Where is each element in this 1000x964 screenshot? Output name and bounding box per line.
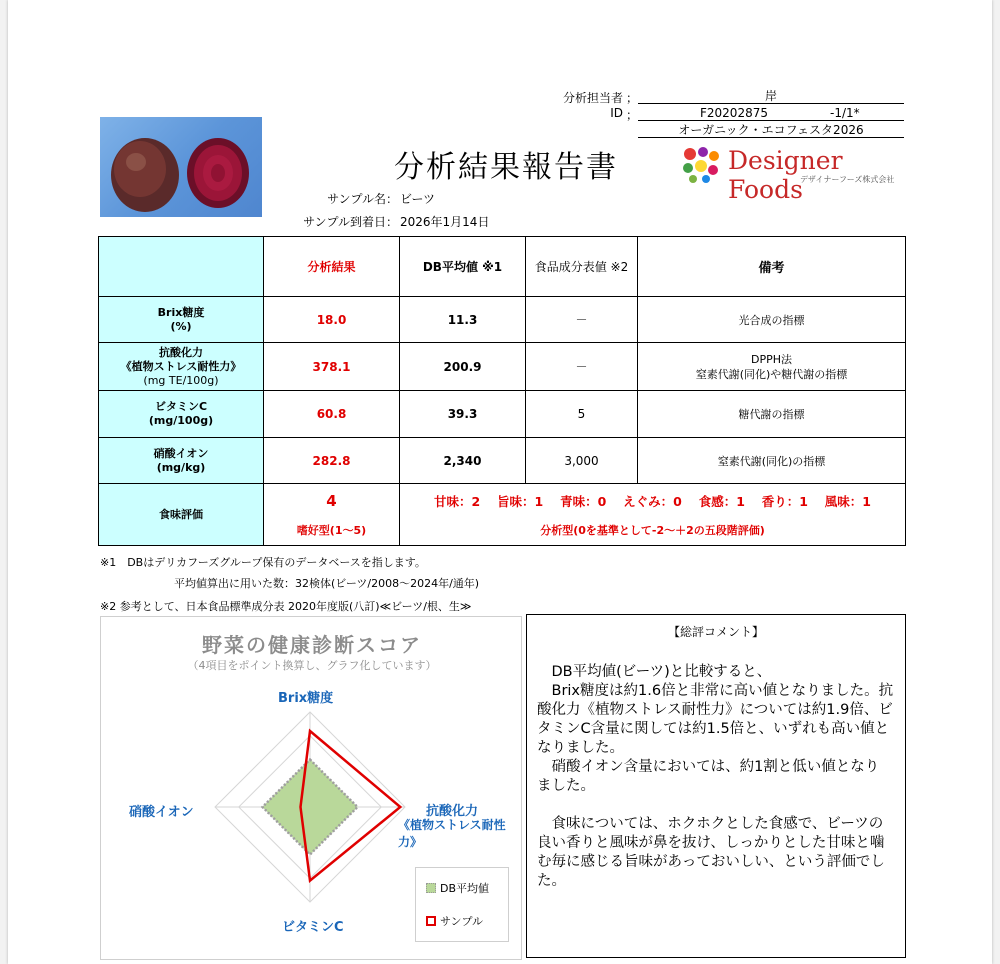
- std-value: 5: [526, 391, 638, 438]
- db-value: 39.3: [400, 391, 526, 438]
- id-value-field: [638, 105, 904, 121]
- header-result: 分析結果: [264, 237, 400, 297]
- comment-body: [537, 663, 902, 891]
- note-1b: 平均値算出に用いた数：32検体(ビーツ/2008～2024年/通年): [174, 577, 480, 590]
- std-value: －: [526, 297, 638, 343]
- note-value: 窒素代謝(同化)の指標: [638, 438, 906, 484]
- note-line: DPPH法: [750, 352, 792, 366]
- beet-illustration: [100, 117, 262, 217]
- db-value: 11.3: [400, 297, 526, 343]
- note-value: [638, 343, 906, 391]
- comment-line: Brix糖度は約1.6倍と非常に高い値となりました。抗: [537, 683, 894, 699]
- row-label-brix: [99, 297, 264, 343]
- series-db-average: [263, 760, 358, 855]
- row-unit: (mg/100g): [148, 414, 214, 427]
- comment-line: 良い香りと風味が鼻を抜け、しっかりとした甘味と噛: [537, 835, 885, 851]
- comment-line: DB平均値(ビーツ)と比較すると、: [537, 664, 772, 680]
- note-value: 光合成の指標: [638, 297, 906, 343]
- logo-dots-icon: [680, 145, 722, 185]
- row-label-nitrate: [99, 438, 264, 484]
- note-1: ※1 DBはデリカフーズグループ保有のデータベースを指します。: [100, 556, 426, 569]
- company-logo: [680, 145, 905, 204]
- sample-name-value: ビーツ: [400, 192, 436, 206]
- taste-score: 4: [326, 491, 337, 510]
- comment-title: 【総評コメント】: [667, 625, 764, 639]
- table-row: [99, 297, 906, 343]
- id-label: ID: [610, 106, 623, 120]
- sample-date-value: 2026年1月14日: [400, 215, 490, 229]
- analyst-label: 分析担当者: [562, 91, 623, 105]
- header-note: 備考: [638, 237, 906, 297]
- std-value: 3,000: [526, 438, 638, 484]
- axis-label-nitrate: 硝酸イオン: [129, 805, 194, 820]
- health-score-chart: [100, 616, 522, 960]
- result-value: 60.8: [264, 391, 400, 438]
- analyst-colon: ；: [626, 91, 639, 105]
- std-value: －: [526, 343, 638, 391]
- taste-items-type: 分析型(0を基準として-2～＋2の五段階評価): [540, 523, 765, 537]
- logo-subtitle: デザイナーフーズ株式会社: [800, 175, 895, 184]
- page-title: 分析結果報告書: [394, 150, 618, 185]
- row-label-antioxidant: [99, 343, 264, 391]
- legend-label-db: DB平均値: [440, 882, 490, 895]
- legend-label-sample: サンプル: [440, 915, 484, 928]
- comment-line: なりました。: [537, 740, 624, 756]
- table-row: [99, 391, 906, 438]
- event-name: オーガニック・エコフェスタ2026: [638, 122, 904, 138]
- report-page: [8, 0, 992, 964]
- result-value: 378.1: [264, 343, 400, 391]
- comment-line: [537, 796, 902, 815]
- logo-name: Designer Foods: [728, 146, 843, 204]
- chart-title: 野菜の健康診断スコア: [202, 633, 422, 657]
- table-row: [99, 343, 906, 391]
- comment-line: 酸化力《植物ストレス耐性力》については約1.9倍、ビ: [537, 702, 893, 718]
- comment-line: む毎に感じる旨味があっておいしい、という評価でし: [537, 854, 885, 870]
- axis-label-antioxidant: 抗酸化力: [426, 804, 479, 819]
- row-label-vitamin-c: [99, 391, 264, 438]
- sample-photo: [100, 117, 262, 217]
- taste-row: [99, 484, 906, 546]
- id-page: -1/1*: [830, 106, 860, 120]
- id-value: F20202875: [700, 106, 768, 120]
- axis-label-vitamin-c: ビタミンC: [282, 920, 344, 935]
- table-row: [99, 438, 906, 484]
- legend-item-db: [426, 880, 489, 896]
- row-name: 抗酸化力: [159, 345, 203, 359]
- db-value: 200.9: [400, 343, 526, 391]
- chart-legend: [415, 867, 509, 942]
- comment-line: た。: [537, 873, 566, 889]
- note-2: ※2 参考として、日本食品標準成分表 2020年度版(八訂)≪ビーツ/根、生≫: [100, 600, 472, 613]
- header-db: DB平均値 ※1: [400, 237, 526, 297]
- result-value: 282.8: [264, 438, 400, 484]
- comment-line: 硝酸イオン含量においては、約1割と低い値となり: [537, 759, 880, 775]
- row-unit: (%): [170, 319, 192, 333]
- taste-score-type: 嗜好型(1～5): [296, 523, 367, 537]
- taste-items-cell: [400, 484, 906, 546]
- result-value: 18.0: [264, 297, 400, 343]
- comment-line: 食味については、ホクホクとした食感で、ビーツの: [537, 816, 884, 832]
- table-header-row: [99, 237, 906, 297]
- axis-label-brix: Brix糖度: [278, 691, 334, 706]
- row-unit: (mg TE/100g): [143, 373, 219, 387]
- db-value: 2,340: [400, 438, 526, 484]
- chart-subtitle: （4項目をポイント換算し、グラフ化しています）: [187, 659, 437, 672]
- note-line: 窒素代謝(同化)や糖代謝の指標: [695, 367, 848, 381]
- header-empty-cell: [99, 237, 264, 297]
- legend-swatch-db-icon: [426, 883, 436, 893]
- summary-comment-box: [526, 614, 906, 958]
- taste-items: 甘味：2 旨味：1 青味：0 えぐみ：0 食感：1 香り：1 風味：1: [434, 493, 871, 509]
- row-name-sub: 《植物ストレス耐性力》: [120, 359, 242, 373]
- sample-date-label: サンプル到着日：: [303, 215, 398, 229]
- results-table: [98, 236, 906, 546]
- row-name: 硝酸イオン: [153, 446, 209, 460]
- comment-line: タミンC含量に関しては約1.5倍と、いずれも高い値と: [537, 721, 890, 737]
- legend-item-sample: [426, 913, 483, 929]
- taste-label: 食味評価: [99, 484, 264, 546]
- row-name: Brix糖度: [157, 305, 205, 319]
- axis-label-antioxidant-sub: 《植物ストレス耐性力》: [398, 818, 506, 849]
- header-std: 食品成分表値 ※2: [526, 237, 638, 297]
- note-value: 糖代謝の指標: [638, 391, 906, 438]
- id-colon: ；: [626, 108, 639, 122]
- sample-name-label: サンプル名：: [327, 192, 398, 206]
- analyst-value: 岸: [638, 88, 904, 104]
- comment-line: ました。: [537, 778, 595, 794]
- row-name: ビタミンC: [154, 400, 208, 413]
- row-unit: (mg/kg): [156, 460, 206, 474]
- legend-swatch-sample-icon: [426, 916, 436, 926]
- taste-score-cell: [264, 484, 400, 546]
